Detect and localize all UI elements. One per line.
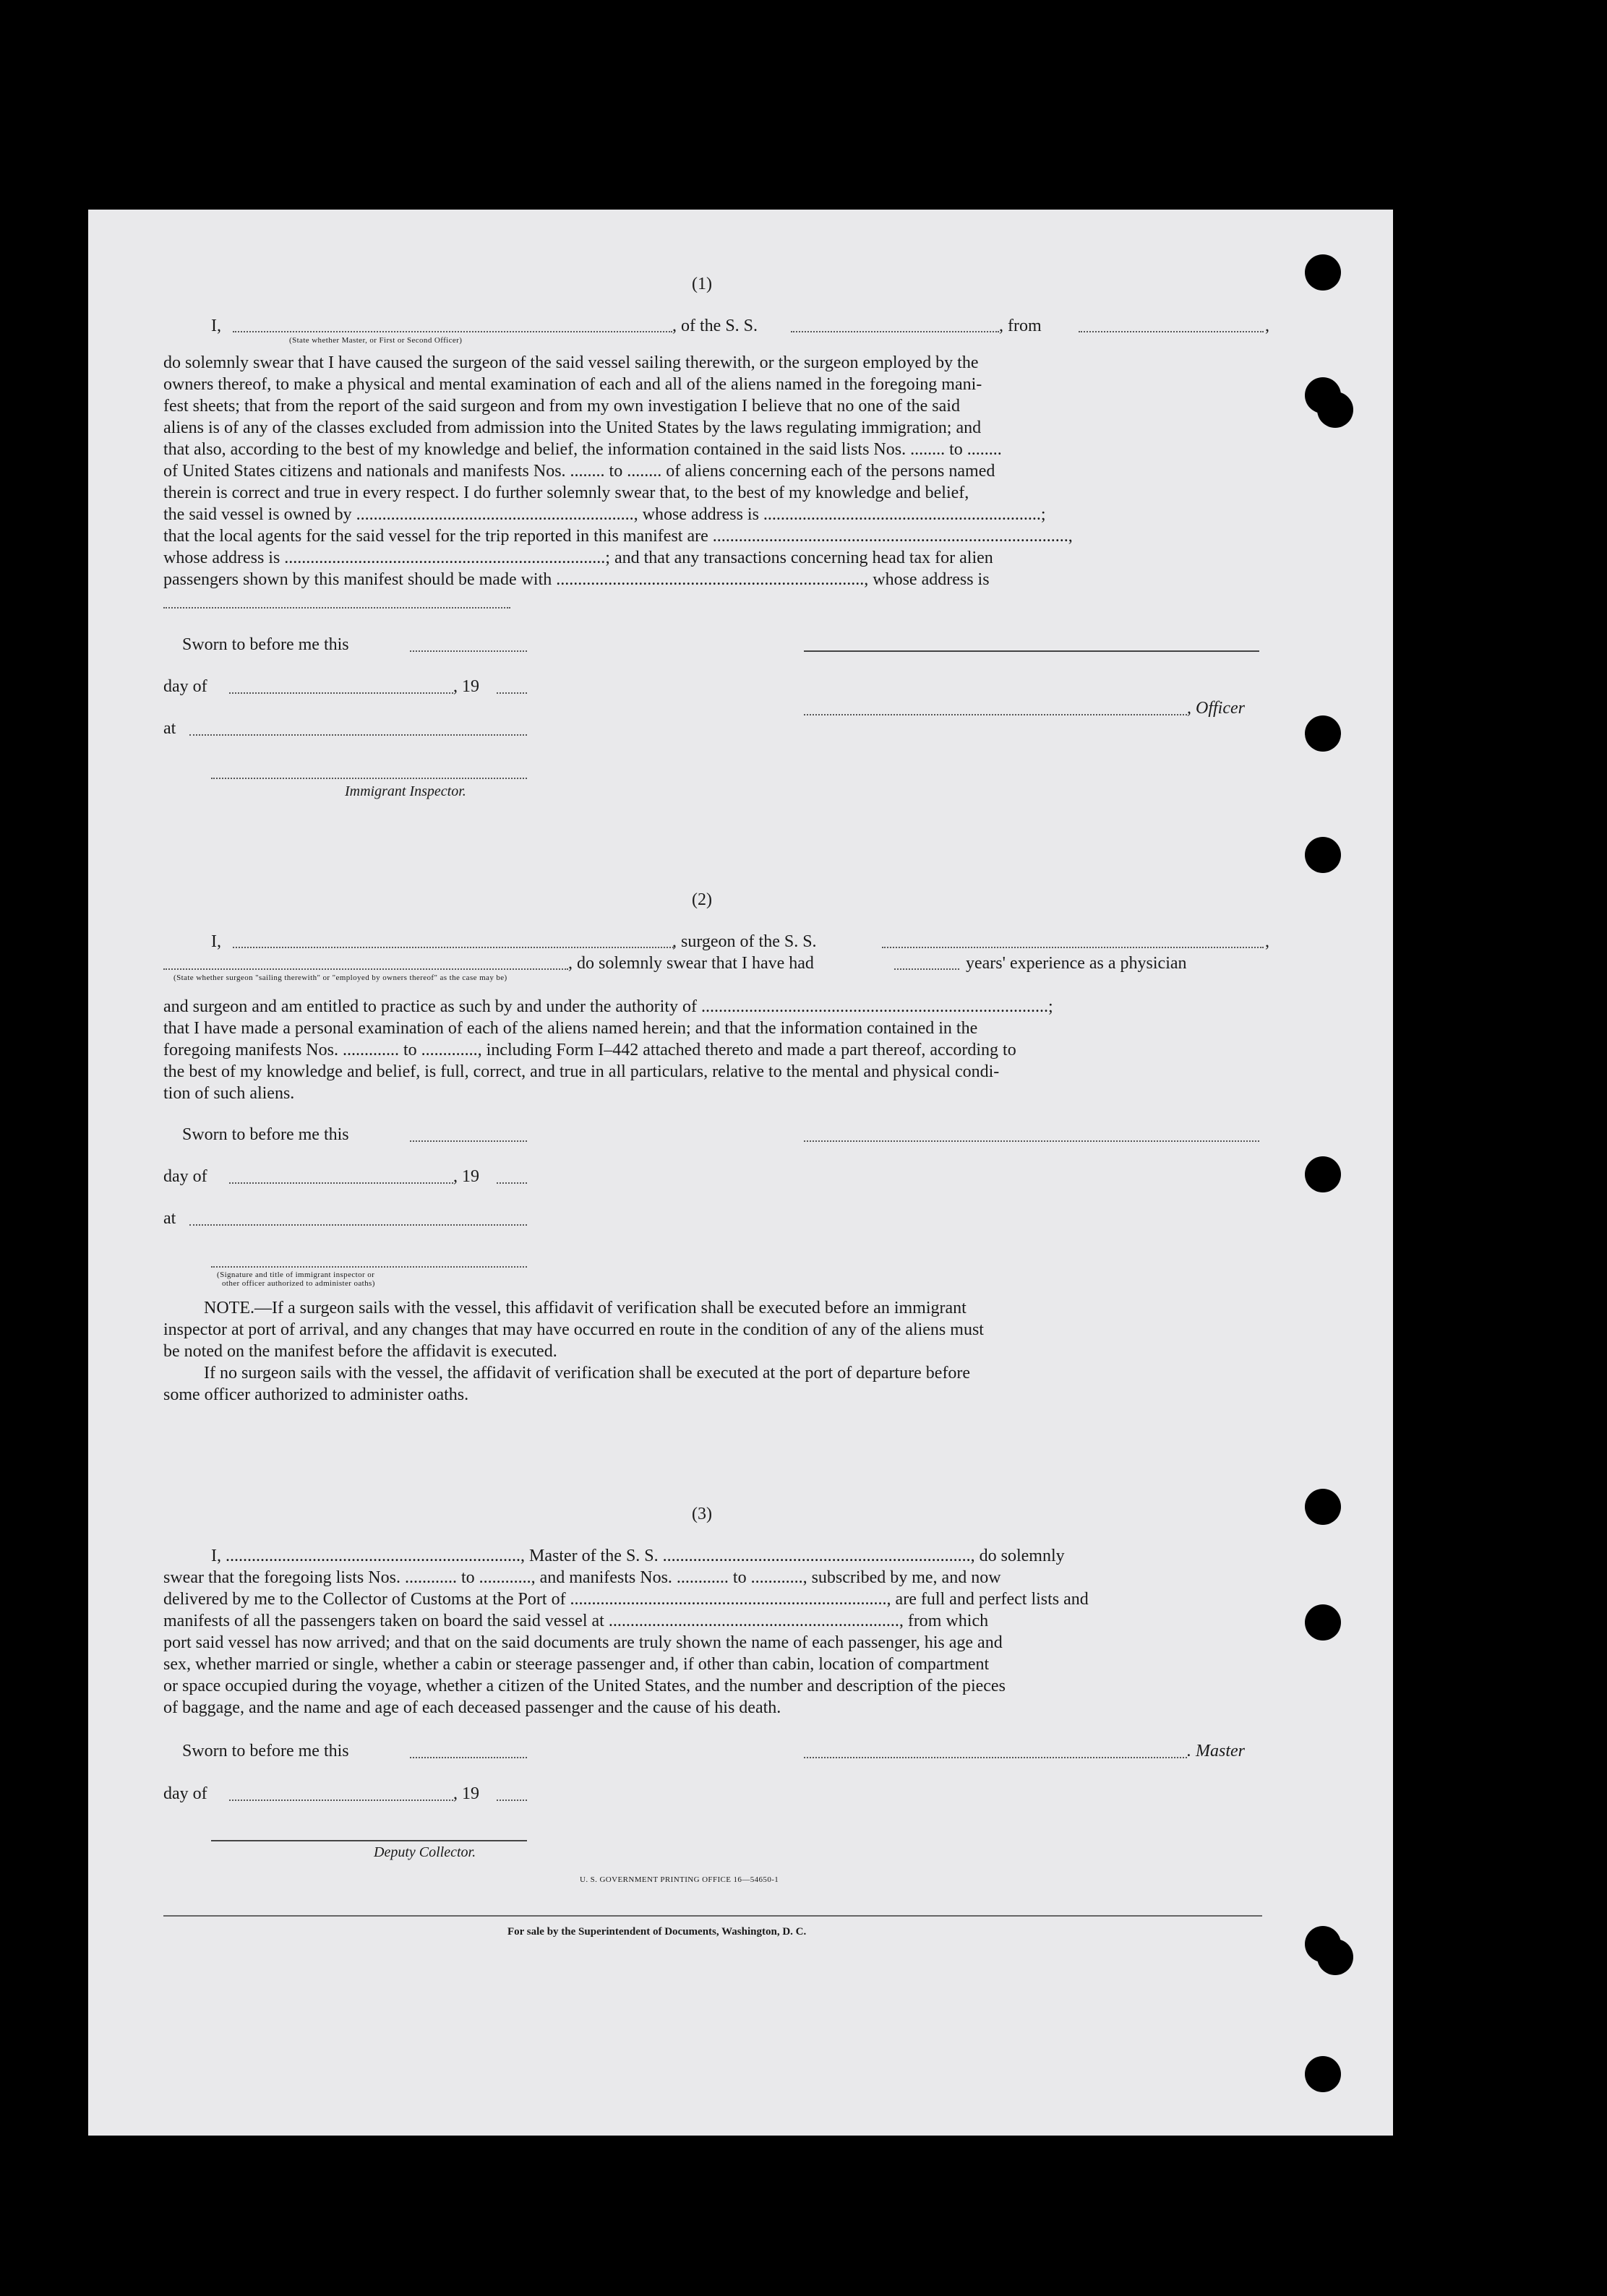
section-2-number: (2) xyxy=(692,890,712,909)
section-1-body-line: therein is correct and true in every respect. I do further solemnly swear that, to the best of my knowledge and belief, xyxy=(163,483,969,502)
footer-rule xyxy=(163,1915,1262,1917)
years-field[interactable] xyxy=(894,968,959,970)
of-ss-label: , of the S. S. xyxy=(672,317,758,335)
year-field[interactable] xyxy=(497,1800,527,1801)
year-label: , 19 xyxy=(453,1784,479,1803)
printer-imprint: U. S. GOVERNMENT PRINTING OFFICE 16—54650-1 xyxy=(580,1875,779,1884)
signature-caption: other officer authorized to administer oaths) xyxy=(222,1279,375,1288)
section-3-body-line: swear that the foregoing lists Nos. ............ to ............, and manifests Nos. ............ to ............, subscribed by me, and now xyxy=(163,1568,1001,1587)
section-1-body-line: fest sheets; that from the report of the said surgeon and from my own investigation I believe that no one of the said xyxy=(163,397,960,416)
sworn-label: Sworn to before me this xyxy=(182,1125,349,1144)
section-2-body-line: that I have made a personal examination of each of the aliens named herein; and that the information contained in the xyxy=(163,1019,978,1038)
note-line: inspector at port of arrival, and any changes that may have occurred en route in the condition of any of the aliens must xyxy=(163,1320,984,1339)
section-3-body-line: manifests of all the passengers taken on board the said vessel at ..................................................................., from which xyxy=(163,1612,989,1630)
surgeon-name-field[interactable] xyxy=(233,947,674,948)
master-signature-field[interactable] xyxy=(804,1757,1187,1758)
rank-caption: (State whether Master, or First or Second Officer) xyxy=(289,336,463,345)
note-line: NOTE.—If a surgeon sails with the vessel, this affidavit of verification shall be executed before an immigrant xyxy=(204,1299,967,1317)
at-label: at xyxy=(163,719,176,738)
ship-name-field[interactable] xyxy=(791,331,999,332)
line-comma: , xyxy=(1265,932,1269,951)
at-place-field[interactable] xyxy=(189,734,527,736)
section-1-body-line: the said vessel is owned by ................................................................, whose address is ................................................................; xyxy=(163,505,1046,524)
year-field[interactable] xyxy=(497,1182,527,1184)
section-2-body-line: the best of my knowledge and belief, is full, correct, and true in all particulars, relative to the mental and physical condi- xyxy=(163,1062,1000,1081)
section-3-number: (3) xyxy=(692,1505,712,1523)
section-3-body-line: of baggage, and the name and age of each deceased passenger and the cause of his death. xyxy=(163,1698,781,1717)
sworn-date-field[interactable] xyxy=(410,1140,527,1142)
inspector-signature-field[interactable] xyxy=(211,1266,527,1268)
surgeon-status-caption: (State whether surgeon "sailing therewith" or "employed by owners thereof" as the case may be) xyxy=(173,973,507,982)
section-1-body-line: aliens is of any of the classes excluded from admission into the United States by the laws regulating immigration; and xyxy=(163,418,982,437)
day-field[interactable] xyxy=(229,1800,453,1801)
section-3-body-line: sex, whether married or single, whether a cabin or steerage passenger and, if other than cabin, location of compartment xyxy=(163,1655,990,1674)
inspector-label: Immigrant Inspector. xyxy=(345,783,466,799)
signature-caption: (Signature and title of immigrant inspector or xyxy=(217,1270,375,1279)
section-2-body-line: and surgeon and am entitled to practice as such by and under the authority of ................................................................................; xyxy=(163,997,1053,1016)
sworn-label: Sworn to before me this xyxy=(182,635,349,654)
deputy-signature-line[interactable] xyxy=(211,1840,527,1841)
section-1-body-line: that also, according to the best of my knowledge and belief, the information contained in the said lists Nos. ........ to ........ xyxy=(163,440,1002,459)
section-1-body-line: owners thereof, to make a physical and mental examination of each and all of the aliens named in the foregoing mani- xyxy=(163,375,982,394)
section-3-body-line: port said vessel has now arrived; and that on the said documents are truly shown the name of each passenger, his age and xyxy=(163,1633,1003,1652)
section-1-body-line: of United States citizens and nationals and manifests Nos. ........ to ........ of aliens concerning each of the persons named xyxy=(163,462,995,481)
section-1-i: I, xyxy=(211,317,221,335)
officer-title-field[interactable] xyxy=(804,714,1187,715)
master-label: . Master xyxy=(1187,1742,1245,1760)
surgeon-signature-field[interactable] xyxy=(804,1140,1259,1142)
binder-hole xyxy=(1305,715,1341,752)
section-1-body-line: passengers shown by this manifest should be made with ......................................................................., whose address is xyxy=(163,570,990,589)
binder-hole xyxy=(1317,392,1353,428)
day-field[interactable] xyxy=(229,1182,453,1184)
from-label: , from xyxy=(999,317,1042,335)
line-comma: , xyxy=(1265,317,1269,335)
sworn-date-field[interactable] xyxy=(410,1757,527,1758)
year-label: , 19 xyxy=(453,1167,479,1186)
day-of-label: day of xyxy=(163,1167,207,1186)
form-page xyxy=(88,210,1393,2136)
note-line: If no surgeon sails with the vessel, the affidavit of verification shall be executed at the port of departure before xyxy=(204,1364,971,1383)
section-3-body-line: or space occupied during the voyage, whether a citizen of the United States, and the number and description of the pieces xyxy=(163,1677,1006,1695)
head-tax-address-field[interactable] xyxy=(163,607,510,609)
binder-hole xyxy=(1317,1939,1353,1975)
binder-hole xyxy=(1305,1489,1341,1525)
officer-signature-line[interactable] xyxy=(804,650,1259,652)
year-label: , 19 xyxy=(453,677,479,696)
day-of-label: day of xyxy=(163,1784,207,1803)
officer-rank-field[interactable] xyxy=(233,331,672,332)
day-field[interactable] xyxy=(229,692,453,694)
section-1-body-line: whose address is ..........................................................................; and that any transactions concerning head tax for alien xyxy=(163,549,993,567)
binder-hole xyxy=(1305,254,1341,291)
note-line: be noted on the manifest before the affidavit is executed. xyxy=(163,1342,557,1361)
section-1-number: (1) xyxy=(692,275,712,293)
surgeon-of-label: , surgeon of the S. S. xyxy=(672,932,817,951)
surgeon-status-field[interactable] xyxy=(163,968,568,970)
year-field[interactable] xyxy=(497,692,527,694)
deputy-label: Deputy Collector. xyxy=(374,1844,476,1860)
day-of-label: day of xyxy=(163,677,207,696)
sworn-label: Sworn to before me this xyxy=(182,1742,349,1760)
surgeon-ship-field[interactable] xyxy=(882,947,1264,948)
officer-label: , Officer xyxy=(1187,699,1245,718)
at-place-field[interactable] xyxy=(189,1224,527,1226)
binder-hole xyxy=(1305,1156,1341,1192)
section-2-body-line: tion of such aliens. xyxy=(163,1084,295,1103)
binder-hole xyxy=(1305,1604,1341,1641)
binder-hole xyxy=(1305,2056,1341,2092)
inspector-signature-field[interactable] xyxy=(211,778,527,779)
years-label: years' experience as a physician xyxy=(966,954,1187,973)
at-label: at xyxy=(163,1209,176,1228)
solemnly-label: , do solemnly swear that I have had xyxy=(568,954,814,973)
section-3-body-line: delivered by me to the Collector of Customs at the Port of ........................................................................., are full and perfect lists and xyxy=(163,1590,1089,1609)
section-1-body-line: do solemnly swear that I have caused the surgeon of the said vessel sailing therewith, or the surgeon employed by the xyxy=(163,353,979,372)
note-line: some officer authorized to administer oaths. xyxy=(163,1385,469,1404)
section-1-body-line: that the local agents for the said vessel for the trip reported in this manifest are .................................................................................., xyxy=(163,527,1073,546)
section-2-i: I, xyxy=(211,932,221,951)
for-sale-notice: For sale by the Superintendent of Documents, Washington, D. C. xyxy=(507,1926,807,1938)
section-2-body-line: foregoing manifests Nos. ............. to ............., including Form I–442 attached thereto and made a part thereof, according to xyxy=(163,1041,1016,1059)
section-3-body-line: I, ...................................................................., Master of the S. S. ......................................................................., do solemnly xyxy=(211,1547,1065,1565)
from-port-field[interactable] xyxy=(1079,331,1264,332)
sworn-date-field[interactable] xyxy=(410,650,527,652)
binder-hole xyxy=(1305,837,1341,873)
